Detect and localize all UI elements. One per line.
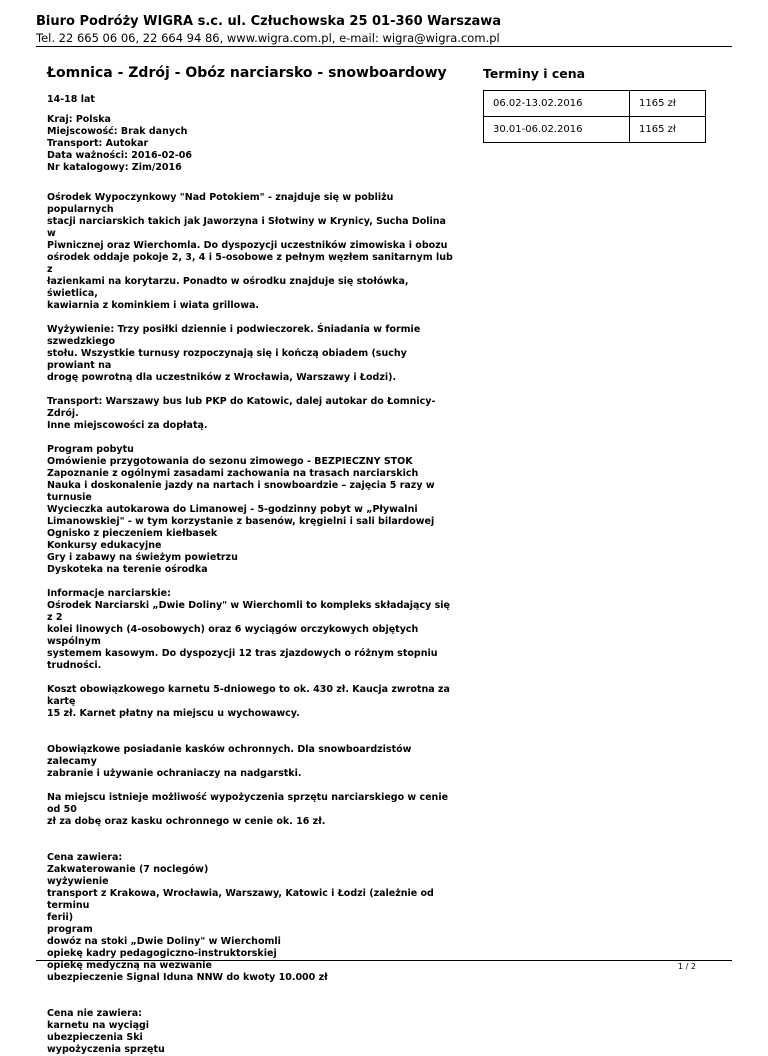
text-line: ubezpieczenie Signal Iduna NNW do kwoty 10.000 zł [47,972,328,983]
term-dates: 30.01-06.02.2016 [484,117,630,143]
info-location: Miejscowość: Brak danych [47,126,188,137]
text-line: Nauka i doskonalenie jazdy na nartach i snowboardzie – zajęcia 5 razy w turnusie [47,480,435,503]
text-line: Obowiązkowe posiadanie kasków ochronnych. Dla snowboardzistów zalecamy [47,744,412,767]
text-line: zabranie i używanie ochraniaczy na nadgarstki. [47,768,302,779]
rental-paragraph [47,792,457,828]
text-line: stacji narciarskich takich jak Jaworzyna i Słotwiny w Krynicy, Sucha Dolina w [47,216,446,239]
text-line: stołu. Wszystkie turnusy rozpoczynają się i kończą obiadem (suchy prowiant na [47,348,407,371]
text-line: Program pobytu [47,444,134,455]
company-name: Biuro Podróży WIGRA s.c. ul. Człuchowska 25 01-360 Warszawa [36,14,502,29]
program-paragraph [47,444,457,576]
term-dates: 06.02-13.02.2016 [484,91,630,117]
text-line: Wycieczka autokarowa do Limanowej - 5-godzinny pobyt w „Pływalni [47,504,418,515]
text-line: Ośrodek Narciarski „Dwie Doliny" w Wierchomli to kompleks składający się z 2 [47,600,450,623]
text-line: karnetu na wyciągi [47,1020,150,1031]
text-line: Piwnicznej oraz Wierchomla. Do dyspozycji uczestników zimowiska i obozu [47,240,448,251]
text-line: 15 zł. Karnet płatny na miejscu u wychowawcy. [47,708,300,719]
text-line: Konkursy edukacyjne [47,540,162,551]
offer-title: Łomnica - Zdrój - Obóz narciarsko - snowboardowy [47,65,447,81]
ski-info-paragraph [47,588,457,672]
footer-divider [36,960,732,961]
term-price: 1165 zł [630,91,706,117]
text-line: Zapoznanie z ogólnymi zasadami zachowania na trasach narciarskich [47,468,419,479]
transport-paragraph [47,396,457,432]
text-line: systemem kasowym. Do dyspozycji 12 tras zjazdowych o różnym stopniu [47,648,438,659]
price-excludes-list [47,1008,457,1056]
text-line: ferii) [47,912,74,923]
text-line: wyżywienie [47,876,109,887]
text-line: Wyżywienie: Trzy posiłki dziennie i podwieczorek. Śniadania w formie szwedzkiego [47,324,421,347]
terms-title: Terminy i cena [483,66,586,81]
food-paragraph [47,324,457,384]
age-range: 14-18 lat [47,94,95,105]
pass-cost-paragraph [47,684,457,720]
text-line: ośrodek oddaje pokoje 2, 3, 4 i 5-osobowe z pełnym węzłem sanitarnym lub z [47,252,453,275]
description-paragraph [47,192,457,312]
offer-info [47,114,457,174]
text-line: Dyskoteka na terenie ośrodka [47,564,208,575]
text-line: zł za dobę oraz kasku ochronnego w cenie ok. 16 zł. [47,816,326,827]
terms-panel [483,66,706,143]
text-line: Ognisko z pieczeniem kiełbasek [47,528,218,539]
company-contact: Tel. 22 665 06 06, 22 664 94 86, www.wigra.com.pl, e-mail: wigra@wigra.com.pl [36,31,500,45]
table-row [484,91,706,117]
text-line: opiekę medyczną na wezwanie [47,960,212,971]
text-line: Cena nie zawiera: [47,1008,142,1019]
text-line: łazienkami na korytarzu. Ponadto w ośrodku znajduje się stołówka, świetlica, [47,276,409,299]
info-country: Kraj: Polska [47,114,111,125]
text-line: trudności. [47,660,102,671]
text-line: Gry i zabawy na świeżym powietrzu [47,552,238,563]
text-line: Ośrodek Wypoczynkowy "Nad Potokiem" - znajduje się w pobliżu popularnych [47,192,394,215]
text-line: program [47,924,93,935]
text-line: Omówienie przygotowania do sezonu zimowego - BEZPIECZNY STOK [47,456,413,467]
terms-table [483,90,706,143]
helmets-paragraph [47,744,457,780]
offer-details [47,64,457,1056]
header-divider [36,46,732,47]
text-line: wypożyczenia sprzętu [47,1044,165,1055]
text-line: kolei linowych (4-osobowych) oraz 6 wyciągów orczykowych objętych wspólnym [47,624,419,647]
text-line: Zakwaterowanie (7 noclegów) [47,864,209,875]
page-number: 1 / 2 [678,962,696,971]
text-line: ubezpieczenia Ski [47,1032,143,1043]
term-price: 1165 zł [630,117,706,143]
price-includes-list [47,852,457,984]
text-line: Na miejscu istnieje możliwość wypożyczenia sprzętu narciarskiego w cenie od 50 [47,792,449,815]
table-row [484,117,706,143]
info-valid-date: Data ważności: 2016-02-06 [47,150,192,161]
text-line: opiekę kadry pedagogiczno-instruktorskiej [47,948,277,959]
text-line: Transport: Warszawy bus lub PKP do Katowic, dalej autokar do Łomnicy-Zdrój. [47,396,436,419]
text-line: dowóz na stoki „Dwie Doliny" w Wierchomli [47,936,281,947]
text-line: Limanowskiej" - w tym korzystanie z basenów, kręgielni i sali bilardowej [47,516,435,527]
letterhead [36,14,501,46]
text-line: Koszt obowiązkowego karnetu 5-dniowego to ok. 430 zł. Kaucja zwrotna za kartę [47,684,450,707]
text-line: drogę powrotną dla uczestników z Wrocławia, Warszawy i Łodzi). [47,372,397,383]
text-line: Informacje narciarskie: [47,588,171,599]
info-transport: Transport: Autokar [47,138,149,149]
info-catalog-number: Nr katalogowy: Zim/2016 [47,162,182,173]
text-line: Cena zawiera: [47,852,123,863]
text-line: transport z Krakowa, Wrocławia, Warszawy, Katowic i Łodzi (zależnie od terminu [47,888,434,911]
text-line: kawiarnia z kominkiem i wiata grillowa. [47,300,260,311]
text-line: Inne miejscowości za dopłatą. [47,420,208,431]
